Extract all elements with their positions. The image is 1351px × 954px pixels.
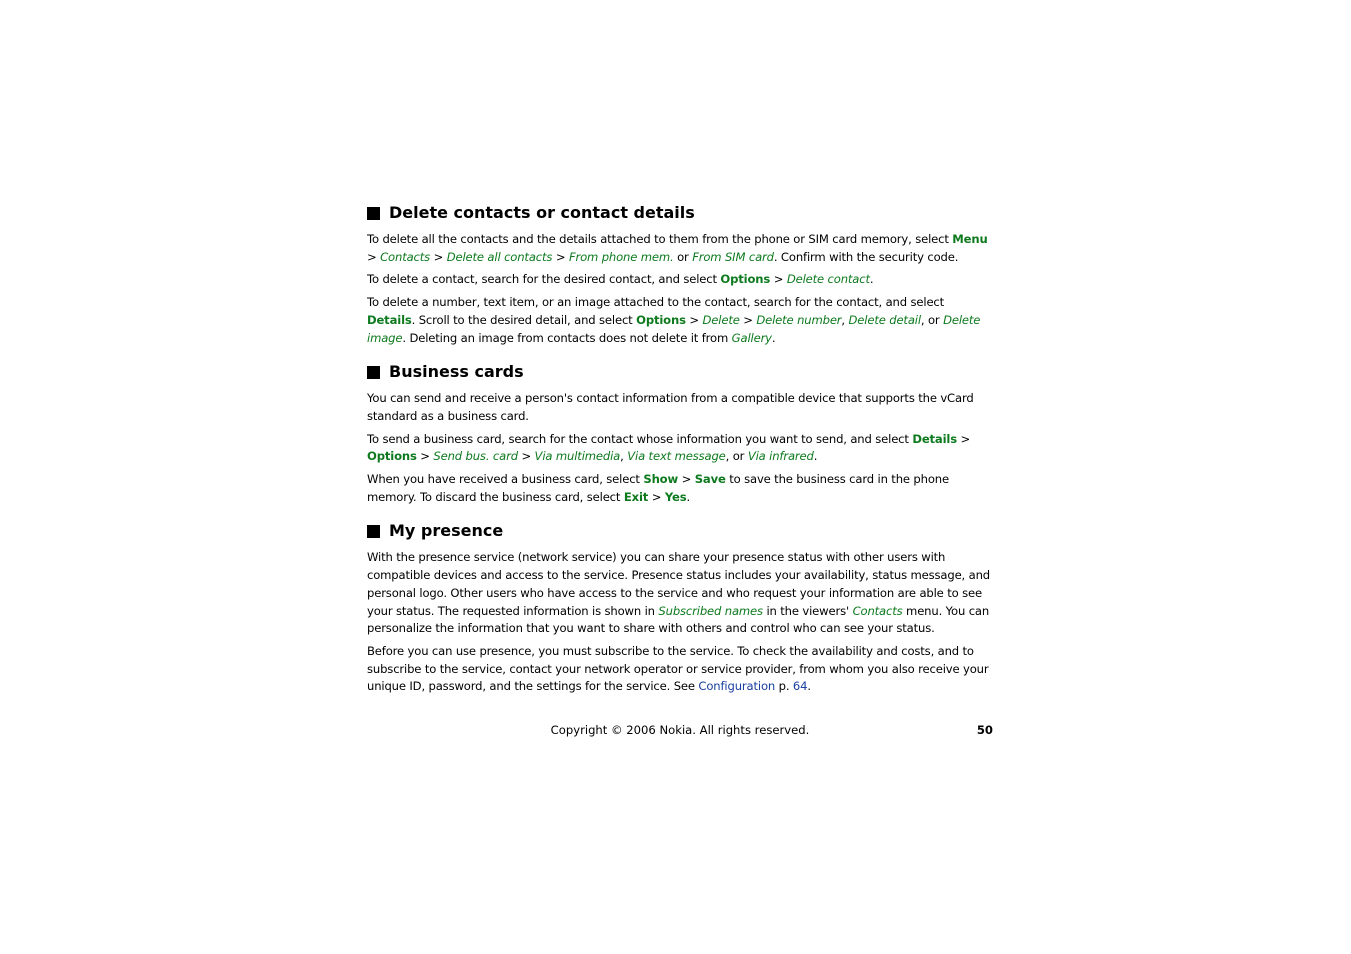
text: . Confirm with the security code. <box>773 249 959 264</box>
text: . Deleting an image from contacts does not delete it from <box>402 330 732 345</box>
paragraph <box>367 549 993 638</box>
separator: > <box>685 312 703 327</box>
document-page <box>367 202 993 710</box>
text: in the viewers' <box>762 603 853 618</box>
section-title: My presence <box>389 521 504 541</box>
via-infrared-option: Via infrared <box>747 449 814 464</box>
separator: > <box>957 431 971 446</box>
text: . <box>771 330 776 345</box>
gallery-option: Gallery <box>731 330 772 345</box>
delete-number-option: Delete number <box>756 312 842 327</box>
via-multimedia-option: Via multimedia <box>534 449 621 464</box>
copyright-text: Copyright © 2006 Nokia. All rights reserved. <box>550 723 810 737</box>
options-command: Options <box>720 272 771 287</box>
section-title: Delete contacts or contact details <box>389 203 695 222</box>
separator: , or <box>920 312 944 327</box>
separator: > <box>430 249 447 264</box>
section-title: Business cards <box>389 362 524 382</box>
separator: > <box>367 249 381 264</box>
text: . Scroll to the desired detail, and select <box>411 312 637 327</box>
square-bullet-icon <box>367 366 380 379</box>
paragraph <box>367 294 993 347</box>
page-footer <box>367 722 993 739</box>
text: To send a business card, search for the contact whose information you want to send, and select <box>367 431 913 446</box>
text: . <box>813 449 818 464</box>
page-link[interactable]: 64 <box>792 679 808 694</box>
text: or <box>673 249 693 264</box>
yes-command: Yes <box>664 489 687 504</box>
show-command: Show <box>643 472 679 487</box>
separator: , <box>620 449 628 464</box>
page-number: 50 <box>976 723 993 737</box>
text: menu. You can personalize the information that you want to share with others and control who can see your status. <box>367 603 990 636</box>
text: . <box>869 272 874 287</box>
details-command: Details <box>912 431 957 446</box>
delete-contact-option: Delete contact <box>786 272 870 287</box>
from-sim-card-option: From SIM card <box>692 249 774 264</box>
separator: > <box>416 449 434 464</box>
text: When you have received a business card, select <box>367 472 644 487</box>
delete-detail-option: Delete detail <box>848 312 921 327</box>
text: to save the business card in the phone memory. To discard the business card, select <box>367 472 949 504</box>
square-bullet-icon <box>367 207 380 220</box>
delete-image-option: Delete image <box>367 312 981 345</box>
paragraph <box>367 471 993 506</box>
section-my-presence <box>367 520 993 696</box>
section-heading <box>367 361 993 383</box>
delete-option: Delete <box>702 312 740 327</box>
menu-command: Menu <box>952 232 988 246</box>
text: To delete a contact, search for the desired contact, and select <box>367 272 721 287</box>
section-delete-contacts <box>367 202 993 347</box>
send-bus-card-option: Send bus. card <box>433 449 518 464</box>
text: p. <box>775 679 793 694</box>
section-heading <box>367 520 993 542</box>
separator: > <box>648 489 665 504</box>
separator: , <box>841 312 849 327</box>
text: With the presence service (network service) you can share your presence status with other users with compatible devices and access to the service. Presence status includes your availability, status message, and personal logo. Other users who have access to the service and who request your information are able to see your status. The requested information is shown in <box>367 550 990 618</box>
options-command: Options <box>367 449 417 464</box>
text: To delete all the contacts and the details attached to them from the phone or SIM card memory, select <box>367 232 953 246</box>
paragraph <box>367 431 993 466</box>
options-command: Options <box>636 312 686 327</box>
configuration-link[interactable]: Configuration <box>698 679 776 694</box>
save-command: Save <box>694 472 726 487</box>
delete-all-contacts-option: Delete all contacts <box>446 249 553 264</box>
paragraph <box>367 231 993 266</box>
paragraph: You can send and receive a person's contact information from a compatible device that supports the vCard standard as a business card. <box>367 391 974 423</box>
text: . <box>686 489 691 504</box>
via-text-message-option: Via text message <box>627 449 726 464</box>
from-phone-mem-option: From phone mem. <box>568 249 674 264</box>
contacts-option: Contacts <box>852 603 903 618</box>
text: To delete a number, text item, or an image attached to the contact, search for the contact, and select <box>367 295 945 310</box>
separator: > <box>739 312 757 327</box>
details-command: Details <box>367 312 412 327</box>
text: Before you can use presence, you must subscribe to the service. To check the availability and costs, and to subscribe to the service, contact your network operator or service provider, from whom you also receive your unique ID, password, and the settings for the service. See <box>367 643 989 694</box>
separator: > <box>770 272 787 287</box>
contacts-option: Contacts <box>380 249 431 264</box>
subscribed-names-option: Subscribed names <box>658 603 763 618</box>
exit-command: Exit <box>623 489 649 504</box>
separator: , or <box>725 449 748 464</box>
text: . <box>807 679 811 694</box>
section-business-cards <box>367 361 993 506</box>
paragraph <box>367 643 993 696</box>
square-bullet-icon <box>367 525 380 538</box>
separator: > <box>552 249 569 264</box>
separator: > <box>678 472 695 487</box>
paragraph <box>367 271 993 289</box>
section-heading <box>367 202 993 224</box>
separator: > <box>517 449 535 464</box>
